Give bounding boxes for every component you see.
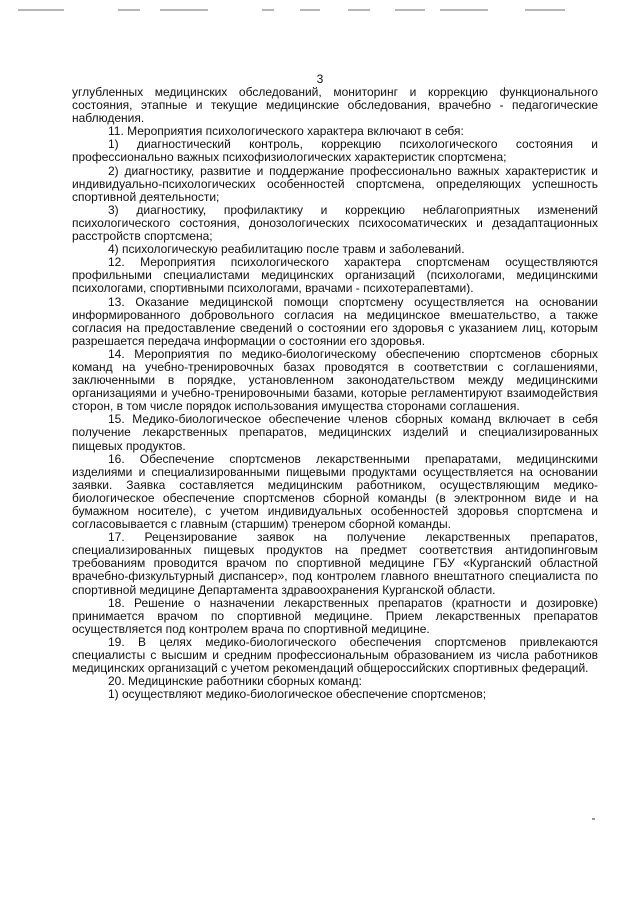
- document-body: [72, 86, 598, 701]
- scan-artifact: [118, 9, 140, 11]
- scan-artifact: [348, 9, 370, 11]
- paragraph: углубленных медицинских обследований, мониторинг и коррекцию функционального состояния, этапные и текущие медицинские обследования, врачебно - педагогические наблюдения.: [72, 85, 598, 126]
- scan-artifact: [440, 9, 488, 11]
- paragraph: 11. Мероприятия психологического характера включают в себя:: [108, 124, 464, 139]
- paragraph: 17. Рецензирование заявок на получение лекарственных препаратов, специализированных пищевых продуктов на предмет соответствия антидопинговым требованиям проводится врачом по спортивной медицине ГБУ «Курганский областной врачебно-физкультурный диспансер», под контролем главного внештатного специалиста по спортивной медицине Департамента здравоохранения Курганской области.: [72, 530, 598, 597]
- scan-artifact: [18, 9, 64, 11]
- scan-artifact: [592, 818, 595, 820]
- paragraph: 4) психологическую реабилитацию после травм и заболеваний.: [108, 242, 465, 257]
- paragraph: 20. Медицинские работники сборных команд:: [108, 674, 362, 689]
- paragraph: 13. Оказание медицинской помощи спортсмену осуществляется на основании информированного добровольного согласия на медицинское вмешательство, а также согласия на предоставление сведений о состоянии его здоровья с указанием лиц, которым разрешается передача информации о состоянии его здоровья.: [72, 294, 598, 348]
- paragraph: 15. Медико-биологическое обеспечение членов сборных команд включает в себя получение лекарственных препаратов, медицинских изделий и специализированных пищевых продуктов.: [72, 412, 598, 453]
- paragraph: 19. В целях медико-биологического обеспечения спортсменов привлекаются специалисты с высшим и средним профессиональным образованием из числа работников медицинских организаций с учетом рекомендаций общероссийских спортивных федераций.: [72, 634, 598, 676]
- scan-artifact: [525, 9, 565, 11]
- paragraph: 2) диагностику, развитие и поддержание профессионально важных характеристик и индивидуально-психологических особенностей спортсмена, определяющих успешность спортивной деятельности;: [72, 163, 598, 204]
- paragraph: 12. Мероприятия психологического характера спортсменам осуществляются профильными специалистами медицинских организаций (психологами, медицинскими психологами, спортивными психологами, врачами - психотерапевтами).: [72, 255, 598, 296]
- scan-artifact: [395, 9, 425, 11]
- paragraph: 14. Мероприятия по медико-биологическому обеспечению спортсменов сборных команд на учебно-тренировочных базах проводятся в соответствии с соглашениями, заключенными в порядке, установленном законодательством между медицинскими организациями и учебно-тренировочными базами, которые регламентируют взаимодействия сторон, в том числе порядок использования имущества сторонами соглашения.: [72, 346, 598, 414]
- paragraph: 1) диагностический контроль, коррекцию психологического состояния и профессионально важных психофизиологических характеристик спортсмена;: [72, 137, 598, 165]
- paragraph: 16. Обеспечение спортсменов лекарственными препаратами, медицинскими изделиями и специализированными пищевыми продуктами осуществляется на основании заявки. Заявка составляется медицинским работником, осуществляющим медико-биологическое обеспечение спортсменов сборной команды (в электронном виде и на бумажном носителе), с учетом индивидуальных особенностей здоровья спортсмена и согласовывается с главным (старшим) тренером сборной команды.: [72, 451, 598, 532]
- paragraph: 1) осуществляют медико-биологическое обеспечение спортсменов;: [108, 687, 487, 702]
- scan-artifact: [262, 9, 274, 11]
- scan-artifact: [300, 9, 320, 11]
- paragraph: 18. Решение о назначении лекарственных препаратов (кратности и дозировке) принимается врачом по спортивной медицине. Прием лекарственных препаратов осуществляется под контролем врача по спортивной медицине.: [72, 595, 598, 636]
- paragraph: 3) диагностику, профилактику и коррекцию неблагоприятных изменений психологического состояния, донозологических психосоматических и дезадаптационных расстройств спортсмена;: [72, 202, 598, 244]
- scan-artifact: [160, 9, 208, 11]
- page-number: 3: [316, 72, 324, 86]
